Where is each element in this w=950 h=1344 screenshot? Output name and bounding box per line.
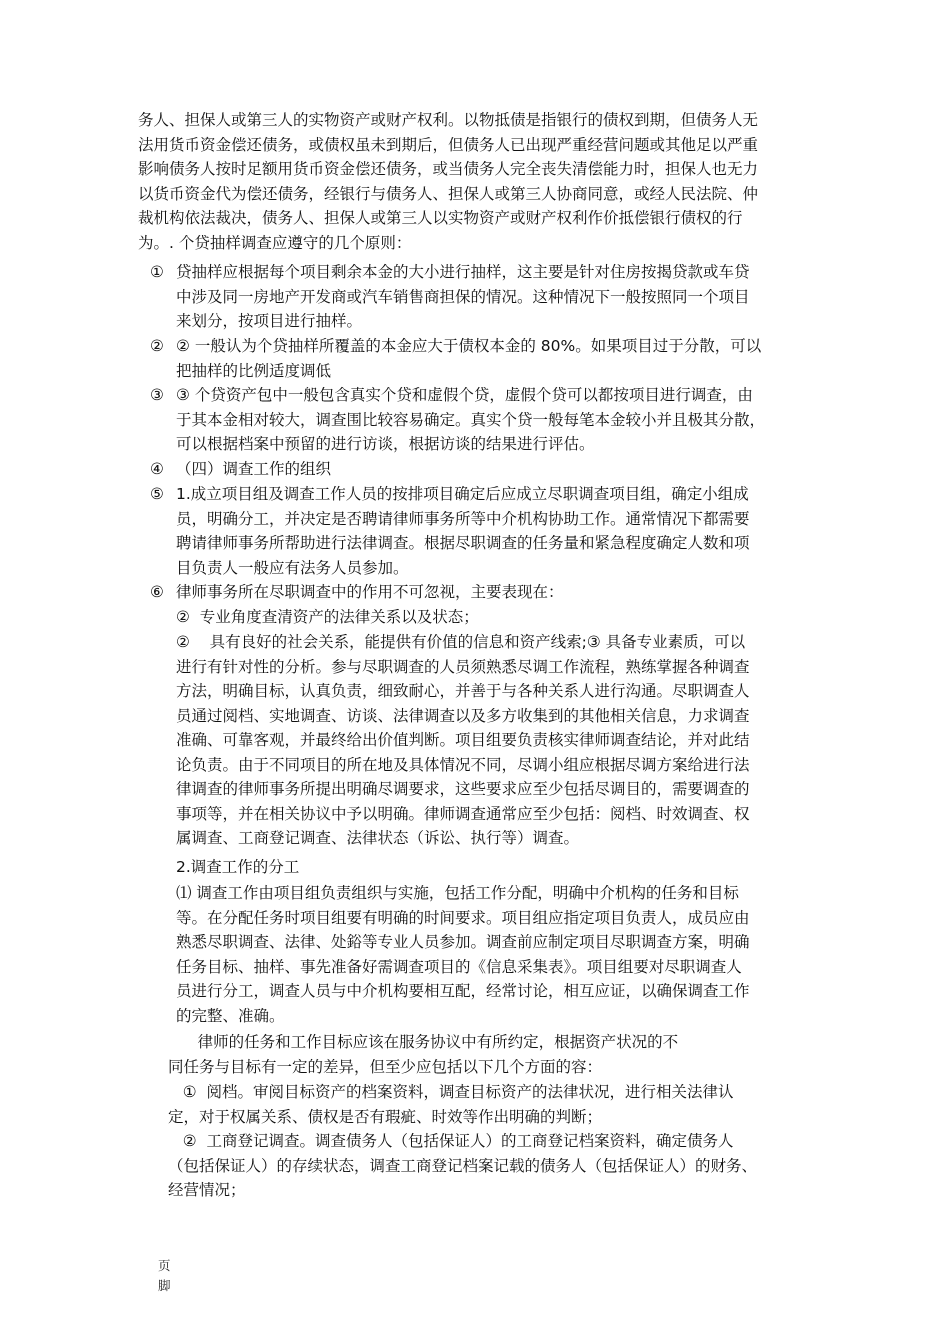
sub-item: ② 专业角度查清资产的法律关系以及状态； bbox=[176, 608, 479, 626]
list-item: 律师事务所在尽职调查中的作用不可忽视，主要表现在： bbox=[176, 583, 564, 601]
list-marker: ③ bbox=[150, 386, 164, 404]
intro-paragraph: 务人、担保人或第三人的实物资产或财产权利。以物抵债是指银行的债权到期，但债务人无 法用货币资金偿还债务，或债权虽未到期后，但债务人已出现严重经营问题或其他足以严重 影响债务人按时足额用货币资金偿还债务，或当债务人完全丧失清偿能力时，担保人也无力 以货币资金代为偿还债务，经银行与债务人、担保人或第三人协商同意，或经人民法院、仲 裁机构依法裁决，债务人、担保人或第三人以实物资产或财产权利作价抵偿银行债权的行 为。. 个贷抽样调查应遵守的几个原则： bbox=[138, 111, 759, 252]
list-item: ② 一般认为个贷抽样所覆盖的本金应大于债权本金的 80%。如果项目过于分散，可以 把抽样的比例适度调低 bbox=[176, 337, 762, 380]
list-marker: ⑤ bbox=[150, 485, 164, 503]
lawyer-paragraph: 律师的任务和工作目标应该在服务协议中有所约定，根据资产状况的不 同任务与目标有一定的差异，但至少应包括以下几个方面的容： bbox=[168, 1033, 679, 1076]
division-paragraph: ⑴ 调查工作由项目组负责组织与实施，包括工作分配，明确中介机构的任务和目标 等。在分配任务时项目组要有明确的时间要求。项目组应指定项目负责人，成员应由 熟悉尽职调查、法律、处鋊等专业人员参加。调查前应制定项目尽职调查方案，明确 任务目标、抽样、事先准备好需调查项目的《信息采集表》。项目组要对尽职调查人 员进行分工，调查人员与中介机构要相互配，经常讨论，相互应证，以确保调查工作 的完整、准确。 bbox=[176, 884, 750, 1025]
list-item: ③ 个贷资产包中一般包含真实个贷和虚假个贷，虚假个贷可以都按项目进行调查，由 于其本金相对较大，调查围比较容易确定。真实个贷一般每笔本金较小并且极其分散， 可以根据档案中预留的进行访谈，根据访谈的结果进行评估。 bbox=[176, 386, 766, 453]
page-footer: 页 脚 bbox=[158, 1258, 171, 1293]
task-item: ① 阅档。审阅目标资产的档案资料，调查目标资产的法律状况，进行相关法律认 定，对于权属关系、债权是否有瑕疵、时效等作出明确的判断； bbox=[168, 1083, 734, 1126]
subsection-heading: 2.调查工作的分工 bbox=[176, 858, 300, 876]
list-item: 1.成立项目组及调查工作人员的按排项目确定后应成立尽职调查项目组，确定小组成 员，明确分工，并决定是否聘请律师事务所等中介机构协助工作。通常情况下都需要 聘请律师事务所帮助进行法律调查。根据尽职调查的任务量和紧急程度确定人数和项 目负责人一般应有法务人员参加。 bbox=[176, 485, 750, 577]
list-marker: ① bbox=[150, 263, 164, 281]
list-marker: ② bbox=[150, 337, 164, 355]
list-marker: ④ bbox=[150, 460, 164, 478]
section-heading: （四）调查工作的组织 bbox=[176, 460, 332, 478]
list-item: 贷抽样应根据每个项目剩余本金的大小进行抽样，这主要是针对住房按揭贷款或车贷 中涉及同一房地产开发商或汽车销售商担保的情况。这种情况下一般按照同一个项目 来划分，按项目进行抽样。 bbox=[176, 263, 750, 330]
sub-item-paragraph: ② 具有良好的社会关系，能提供有价值的信息和资产线索;③ 具备专业素质，可以 进行有针对性的分析。参与尽职调查的人员须熟悉尽调工作流程，熟练掌握各种调查 方法，明确目标，认真负责，细致耐心，并善于与各种关系人进行沟通。尽职调查人 员通过阅档、实地调查、访谈、法律调查以及多方收集到的其他相关信息，力求调查 准确、可靠客观，并最终给出价值判断。项目组要负责核实律师调查结论，并对此结 论负责。由于不同项目的所在地及具体情况不同，尽调小组应根据尽调方案给进行法 律调查的律师事务所提出明确尽调要求，这些要求应至少包括尽调目的，需要调查的 事项等，并在相关协议中予以明确。律师调查通常应至少包括：阅档、时效调查、权 属调查、工商登记调查、法律状态（诉讼、执行等）调查。 bbox=[176, 633, 750, 847]
task-item: ② 工商登记调查。调查债务人（包括保证人）的工商登记档案资料，确定债务人 （包括保证人）的存续状态，调查工商登记档案记载的债务人（包括保证人）的财务、 经营情况； bbox=[168, 1132, 758, 1199]
list-marker: ⑥ bbox=[150, 583, 164, 601]
